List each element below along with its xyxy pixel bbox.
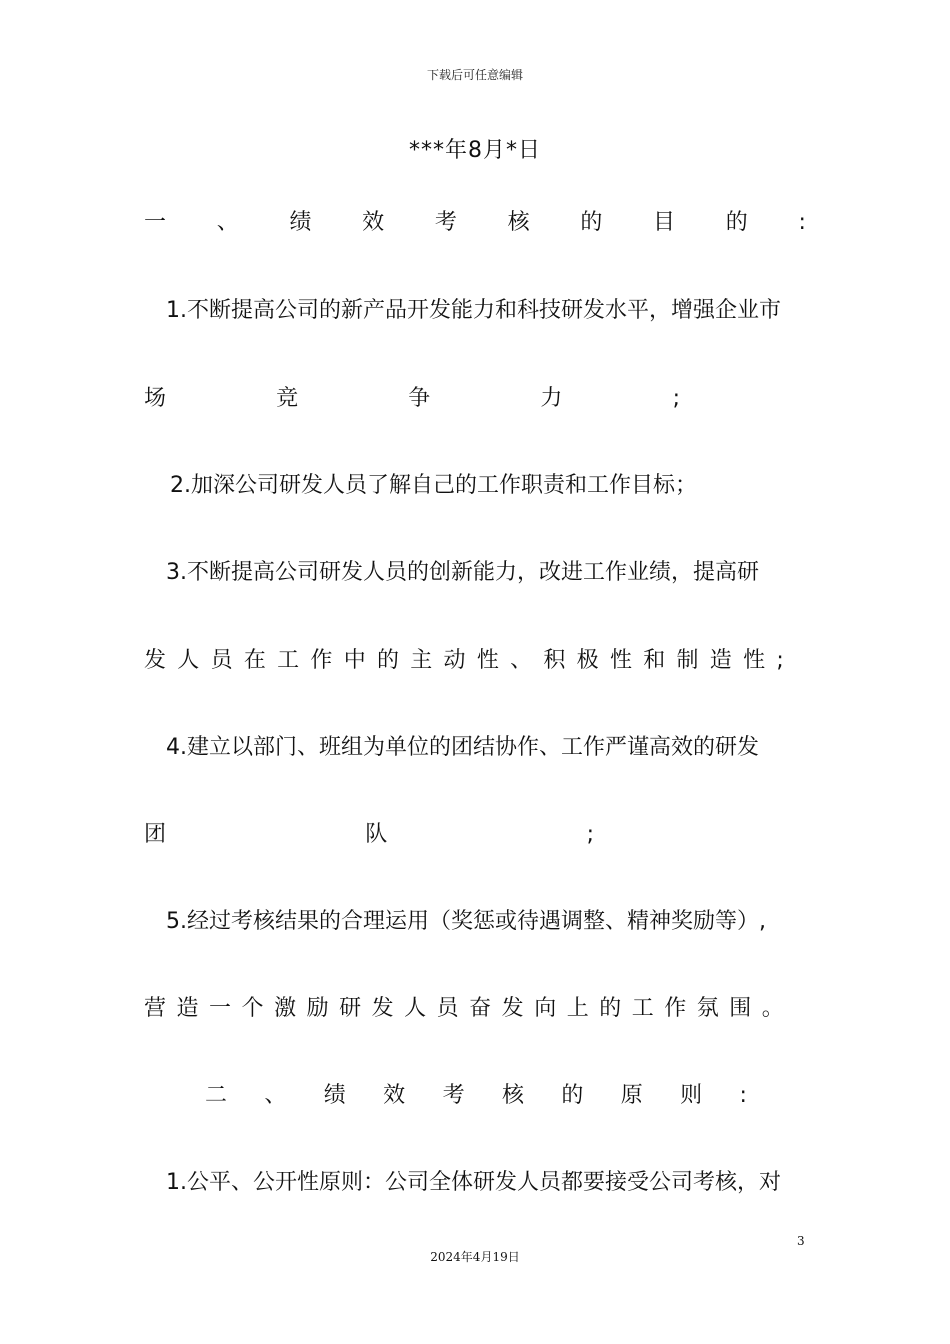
justified-char: 积 — [543, 648, 566, 673]
justified-char: 团 — [144, 822, 167, 847]
section1-item2: 2.加深公司研发人员了解自己的工作职责和工作目标； — [170, 473, 697, 498]
justified-char: 奋 — [469, 996, 492, 1021]
justified-char: 性 — [609, 648, 632, 673]
justified-char: 则 — [680, 1083, 703, 1108]
justified-char: 激 — [274, 996, 297, 1021]
justified-char: 、 — [216, 210, 239, 235]
justified-char: ; — [776, 648, 784, 673]
justified-char: ; — [672, 386, 680, 411]
justified-char: 性 — [743, 648, 766, 673]
justified-char: 造 — [176, 996, 199, 1021]
justified-char: 研 — [339, 996, 362, 1021]
justified-char: 原 — [620, 1083, 643, 1108]
justified-char: 绩 — [289, 210, 312, 235]
justified-char: 发 — [144, 648, 167, 673]
justified-char: 队 — [365, 822, 388, 847]
justified-char: 和 — [643, 648, 666, 673]
justified-char: ; — [586, 822, 594, 847]
footer-date: 2024年4月19日 — [430, 1250, 520, 1264]
justified-char: 作 — [310, 648, 333, 673]
section1-item1-line2 — [144, 384, 680, 414]
header-note: 下载后可任意编辑 — [426, 68, 523, 82]
justified-char: 励 — [306, 996, 329, 1021]
justified-char: 考 — [442, 1083, 465, 1108]
justified-char: 向 — [534, 996, 557, 1021]
justified-char: 发 — [501, 996, 524, 1021]
page-number: 3 — [797, 1234, 805, 1248]
justified-char: 作 — [664, 996, 687, 1021]
justified-char: 工 — [631, 996, 654, 1021]
justified-char: 极 — [576, 648, 599, 673]
justified-char: 效 — [362, 210, 385, 235]
justified-char: 的 — [561, 1083, 584, 1108]
justified-char: 主 — [410, 648, 433, 673]
justified-char: 绩 — [323, 1083, 346, 1108]
justified-char: 一 — [144, 210, 167, 235]
justified-char: 、 — [264, 1083, 287, 1108]
section1-item4-line2 — [144, 820, 594, 850]
justified-char: 、 — [510, 648, 533, 673]
section1-item5-line1: 5.经过考核结果的合理运用（奖惩或待遇调整、精神奖励等）, — [166, 909, 766, 934]
justified-char: 氛 — [696, 996, 719, 1021]
justified-char: 的 — [376, 648, 399, 673]
justified-char: 人 — [177, 648, 200, 673]
justified-char: 一 — [209, 996, 232, 1021]
justified-char: 营 — [144, 996, 167, 1021]
justified-char: 核 — [507, 210, 530, 235]
section2-heading — [205, 1081, 747, 1111]
justified-char: 围 — [729, 996, 752, 1021]
justified-char: 员 — [436, 996, 459, 1021]
justified-char: 的 — [599, 996, 622, 1021]
justified-char: 力 — [540, 386, 563, 411]
justified-char: 造 — [709, 648, 732, 673]
justified-char: 考 — [434, 210, 457, 235]
justified-char: 场 — [144, 386, 167, 411]
justified-char: : — [739, 1083, 747, 1108]
justified-char: 工 — [277, 648, 300, 673]
justified-char: 性 — [476, 648, 499, 673]
justified-char: 的 — [580, 210, 603, 235]
justified-char: 二 — [205, 1083, 228, 1108]
justified-char: 争 — [408, 386, 431, 411]
document-date-line: ***年8月*日 — [409, 138, 541, 163]
justified-char: 人 — [404, 996, 427, 1021]
justified-char: 。 — [761, 996, 784, 1021]
justified-char: 制 — [676, 648, 699, 673]
justified-char: : — [798, 210, 806, 235]
section2-item1-line1: 1.公平、公开性原则：公司全体研发人员都要接受公司考核，对 — [166, 1170, 781, 1195]
justified-char: 员 — [210, 648, 233, 673]
justified-char: 中 — [343, 648, 366, 673]
justified-char: 的 — [725, 210, 748, 235]
section1-heading — [144, 208, 806, 238]
section1-item4-line1: 4.建立以部门、班组为单位的团结协作、工作严谨高效的研发 — [166, 735, 759, 760]
justified-char: 动 — [443, 648, 466, 673]
justified-char: 目 — [653, 210, 676, 235]
section1-item5-line2 — [144, 994, 784, 1024]
section1-item3-line2 — [144, 646, 784, 676]
section1-item3-line1: 3.不断提高公司研发人员的创新能力，改进工作业绩，提高研 — [166, 560, 759, 585]
justified-char: 发 — [371, 996, 394, 1021]
justified-char: 上 — [566, 996, 589, 1021]
justified-char: 在 — [243, 648, 266, 673]
justified-char: 核 — [501, 1083, 524, 1108]
section1-item1-line1: 1.不断提高公司的新产品开发能力和科技研发水平，增强企业市 — [166, 298, 781, 323]
justified-char: 效 — [383, 1083, 406, 1108]
justified-char: 个 — [241, 996, 264, 1021]
justified-char: 竞 — [276, 386, 299, 411]
